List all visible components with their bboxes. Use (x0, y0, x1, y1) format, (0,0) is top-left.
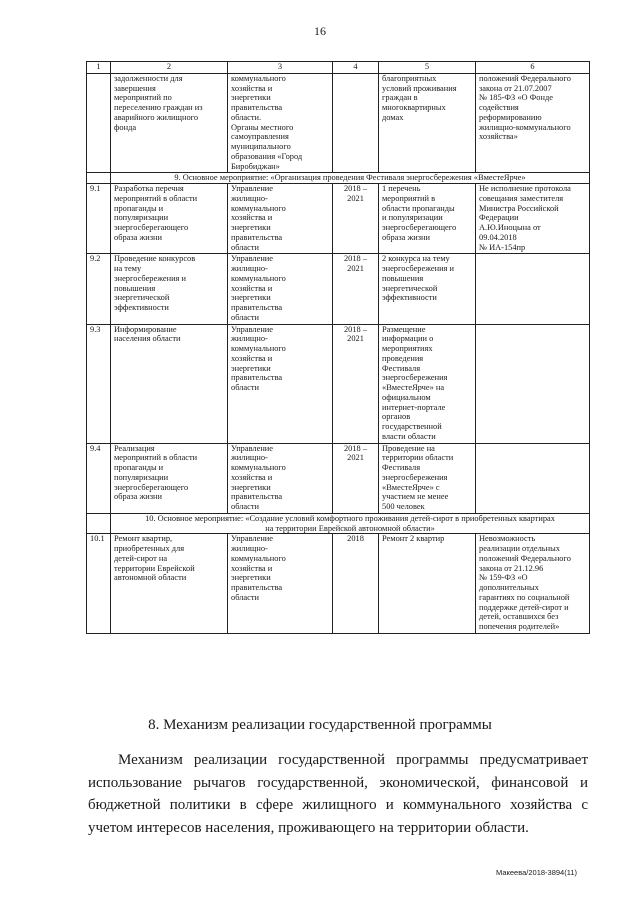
cell-line: реформированию (479, 112, 542, 122)
cell-line: коммунального (231, 463, 286, 472)
table-row (87, 443, 590, 513)
cell-line: муниципального (231, 142, 291, 151)
cell-line: энергосбережения и (114, 273, 186, 283)
cell-line: правительства (231, 583, 283, 592)
cell-line: области (231, 312, 259, 322)
responsible-executor-cell (228, 184, 333, 254)
consequences-cell (476, 73, 590, 173)
cell-line: пропаганды и (114, 463, 164, 472)
cell-line: 1 перечень (382, 184, 421, 193)
column-number-header: 1 (87, 62, 111, 74)
cell-line: жилищно- (231, 544, 268, 553)
cell-line: граждан в (382, 93, 418, 103)
cell-line: коммунального (231, 273, 286, 283)
cell-line: положений Федерального (479, 553, 571, 563)
cell-line: «ВместеЯрче» с (382, 482, 440, 492)
cell-line: повышения (114, 283, 156, 293)
section-title-cell: 9. Основное мероприятие: «Организация проведения Фестиваля энергосбережения «ВместеЯрче» (111, 173, 590, 184)
cell-line: энергосбережения (382, 472, 448, 482)
cell-line: реализации отдельных (479, 544, 560, 553)
cell-line: коммунального (231, 73, 286, 83)
cell-line: эффективности (114, 303, 169, 312)
cell-line: фонда (114, 122, 137, 132)
cell-line: многоквартирных (382, 103, 446, 112)
cell-line: органов (382, 412, 411, 422)
cell-line: Невозможность (479, 534, 536, 544)
cell-line: приобретенных для (114, 544, 185, 553)
expected-result-cell (379, 324, 476, 443)
cell-line: поддержке детей-сирот и (479, 602, 569, 612)
table-row (87, 184, 590, 254)
cell-line: образа жизни (382, 232, 431, 242)
cell-line: энергетики (231, 363, 271, 373)
cell-line: Ремонт квартир, (114, 534, 173, 544)
cell-line: области (231, 502, 259, 511)
cell-line: энергетики (231, 93, 271, 103)
column-number-header: 5 (379, 62, 476, 74)
expected-result-cell (379, 534, 476, 634)
cell-line: правительства (231, 232, 283, 242)
cell-line: области (231, 383, 259, 392)
cell-line: правительства (231, 103, 283, 112)
column-number-header: 3 (228, 62, 333, 74)
cell-line: популяризации (114, 213, 169, 223)
cell-line: положений Федерального (479, 73, 571, 83)
cell-line: эффективности (382, 293, 437, 303)
cell-line: на территории Еврейской автономной области» (265, 523, 435, 533)
expected-result-cell (379, 184, 476, 254)
cell-line: Управление (231, 184, 274, 193)
cell-line: жилищно- (231, 453, 268, 463)
cell-line: Проведение конкурсов (114, 254, 196, 264)
cell-line: гарантиях по социальной (479, 592, 570, 602)
body-line: бюджетной политики в сфере жилищного и коммунального хозяйства с (88, 797, 588, 813)
cell-line: образа жизни (114, 232, 163, 242)
row-number-cell (87, 73, 111, 173)
row-number-cell: 9.4 (87, 443, 111, 513)
row-number-cell: 10.1 (87, 534, 111, 634)
cell-line: на тему (114, 264, 142, 273)
column-number-header: 2 (111, 62, 228, 74)
table-row (87, 534, 590, 634)
responsible-executor-cell (228, 324, 333, 443)
cell-line: и популяризации (382, 213, 443, 223)
consequences-cell (476, 254, 590, 324)
expected-result-cell (379, 443, 476, 513)
cell-line: № ИА-154пр (479, 242, 526, 252)
row-number-cell: 9.1 (87, 184, 111, 254)
table-row (87, 73, 590, 173)
cell-line: благоприятных (382, 73, 437, 83)
cell-line: аварийного жилищного (114, 112, 199, 122)
cell-line: проведения (382, 353, 424, 363)
cell-line: энергетики (231, 573, 271, 583)
section-title-cell (111, 513, 590, 534)
cell-line: 2021 (347, 193, 364, 203)
cell-line: переселению граждан из (114, 103, 203, 112)
expected-result-cell (379, 73, 476, 173)
cell-line: 2018 – (343, 324, 368, 334)
cell-line: совещания заместителя (479, 193, 564, 203)
cell-line: 2018 – (343, 254, 368, 264)
measure-name-cell (111, 73, 228, 173)
page-number: 16 (314, 24, 326, 38)
cell-line: энергетической (114, 293, 170, 303)
document-footer-code: Макеева/2018-3894(11) (496, 868, 578, 877)
cell-line: Не исполнение протокола (479, 184, 571, 193)
cell-line: домах (382, 112, 404, 122)
responsible-executor-cell (228, 254, 333, 324)
cell-line: самоуправления (231, 132, 289, 142)
cell-line: энергетики (231, 482, 271, 492)
measure-name-cell (111, 324, 228, 443)
cell-line: области (231, 592, 259, 602)
cell-line: завершения (114, 83, 156, 93)
column-number-header: 6 (476, 62, 590, 74)
row-number-cell: 9.3 (87, 324, 111, 443)
column-number-header: 4 (333, 62, 379, 74)
cell-line: энергосбережения (382, 373, 448, 383)
cell-line: пропаганды и (114, 203, 164, 213)
cell-line: коммунального (231, 344, 286, 353)
period-cell (333, 254, 379, 324)
cell-line: жилищно- (231, 334, 268, 344)
cell-line: информации о (382, 334, 434, 344)
body-line: учетом интересов населения, проживающего на территории области. (88, 819, 529, 836)
cell-line: энергосберегающего (114, 482, 189, 492)
cell-line: закона от 21.12.96 (479, 563, 544, 573)
cell-line: условий проживания (382, 83, 457, 93)
cell-line: 2018 – (343, 184, 368, 193)
cell-line: Фестиваля (382, 463, 421, 472)
cell-line: популяризации (114, 472, 169, 482)
cell-line: автономной области (114, 573, 187, 583)
cell-line: 2018 (347, 534, 364, 544)
cell-line: хозяйства» (479, 132, 518, 142)
cell-line: жилищно-коммунального (479, 122, 571, 132)
cell-line: образа жизни (114, 492, 163, 502)
cell-line: мероприятиях (382, 344, 433, 353)
cell-line: Министра Российской (479, 203, 559, 213)
cell-line: хозяйства и (231, 563, 273, 573)
cell-line: попечения родителей» (479, 622, 560, 631)
period-cell (333, 184, 379, 254)
cell-line: 10. Основное мероприятие: «Создание условий комфортного проживания детей-сирот в приобретенных квартирах (145, 513, 555, 523)
cell-line: «ВместеЯрче» на (382, 383, 445, 392)
cell-line: задолженности для (114, 73, 183, 83)
cell-line: Органы местного (231, 122, 294, 132)
cell-line: повышения (382, 273, 424, 283)
cell-line: коммунального (231, 203, 286, 213)
cell-line: энергосберегающего (382, 223, 457, 232)
cell-line: энергетики (231, 223, 271, 232)
cell-line: А.Ю.Иноцына от (479, 223, 541, 232)
cell-line: коммунального (231, 553, 286, 563)
cell-line: правительства (231, 492, 283, 502)
table-header-row (87, 62, 590, 74)
section-row (87, 173, 590, 184)
cell-line: образования «Город (231, 151, 303, 161)
cell-line: 2021 (347, 453, 364, 463)
cell-line: области. (231, 112, 262, 122)
cell-line: территории области (382, 453, 454, 463)
cell-line: дополнительных (479, 583, 539, 592)
cell-line: мероприятий в области (114, 193, 198, 203)
consequences-cell (476, 443, 590, 513)
cell-line: участием не менее (382, 492, 449, 502)
cell-line: Управление (231, 324, 274, 334)
cell-line: содействия (479, 103, 519, 112)
cell-line: Фестиваля (382, 363, 421, 373)
cell-line: официальном (382, 392, 431, 402)
cell-line: Реализация (114, 443, 155, 453)
cell-line: 2021 (347, 334, 364, 344)
period-cell (333, 443, 379, 513)
period-cell (333, 73, 379, 173)
period-cell (333, 324, 379, 443)
period-cell (333, 534, 379, 634)
cell-line: территории Еврейской (114, 563, 195, 573)
responsible-executor-cell (228, 534, 333, 634)
cell-line: хозяйства и (231, 83, 273, 93)
cell-line: Управление (231, 534, 274, 544)
cell-line: населения области (114, 334, 181, 344)
cell-line: Ремонт 2 квартир (382, 534, 445, 544)
cell-line: детей-сирот на (114, 553, 168, 563)
cell-line: Информирование (114, 324, 177, 334)
cell-line: жилищно- (231, 264, 268, 273)
cell-line: детей, оставшихся без (479, 612, 559, 622)
cell-line: 500 человек (382, 502, 425, 511)
cell-line: мероприятий в (382, 193, 436, 203)
cell-line: Проведение на (382, 443, 435, 453)
cell-line: закона от 21.07.2007 (479, 83, 552, 93)
cell-line: хозяйства и (231, 213, 273, 223)
cell-line: государственной (382, 422, 442, 431)
cell-line: 09.04.2018 (479, 232, 517, 242)
cell-line: области пропаганды (382, 203, 455, 213)
cell-line: области (231, 242, 259, 252)
cell-line: энергосбережения и (382, 264, 454, 273)
body-line: использование рычагов государственной, экономической, финансовой и (88, 774, 588, 791)
cell-line: правительства (231, 373, 283, 383)
measure-name-cell (111, 443, 228, 513)
table-row (87, 324, 590, 443)
cell-line: власти области (382, 431, 436, 441)
section-heading: 8. Механизм реализации государственной программы (148, 717, 492, 733)
program-measures-table (86, 61, 590, 634)
cell-line: Разработка перечня (114, 184, 184, 193)
section-row (87, 513, 590, 534)
body-paragraph (88, 749, 588, 839)
cell-line: Управление (231, 254, 274, 264)
cell-line: жилищно- (231, 193, 268, 203)
cell-line: хозяйства и (231, 353, 273, 363)
expected-result-cell (379, 254, 476, 324)
measure-name-cell (111, 534, 228, 634)
cell-line: № 185-ФЗ «О Фонде (479, 93, 553, 103)
cell-line: энергетической (382, 283, 438, 293)
cell-line: энергетики (231, 293, 271, 303)
row-number-cell (87, 173, 111, 184)
cell-line: 2 конкурса на тему (382, 254, 450, 264)
measure-name-cell (111, 254, 228, 324)
row-number-cell: 9.2 (87, 254, 111, 324)
consequences-cell (476, 534, 590, 634)
table-row (87, 254, 590, 324)
responsible-executor-cell (228, 443, 333, 513)
cell-line: интернет-портале (382, 402, 446, 412)
measure-name-cell (111, 184, 228, 254)
cell-line: хозяйства и (231, 283, 273, 293)
body-line: Механизм реализации государственной программы предусматривает (118, 752, 588, 768)
row-number-cell (87, 513, 111, 534)
responsible-executor-cell (228, 73, 333, 173)
cell-line: мероприятий по (114, 93, 172, 103)
cell-line: правительства (231, 303, 283, 312)
consequences-cell (476, 324, 590, 443)
consequences-cell (476, 184, 590, 254)
cell-line: хозяйства и (231, 472, 273, 482)
cell-line: 2018 – (343, 443, 368, 453)
cell-line: Федерации (479, 213, 519, 223)
cell-line: № 159-ФЗ «О (479, 573, 528, 583)
cell-line: 2021 (347, 264, 364, 273)
cell-line: Управление (231, 443, 274, 453)
cell-line: Размещение (382, 324, 426, 334)
cell-line: энергосберегающего (114, 223, 189, 232)
cell-line: мероприятий в области (114, 453, 198, 463)
cell-line: Биробиджан» (231, 161, 280, 171)
